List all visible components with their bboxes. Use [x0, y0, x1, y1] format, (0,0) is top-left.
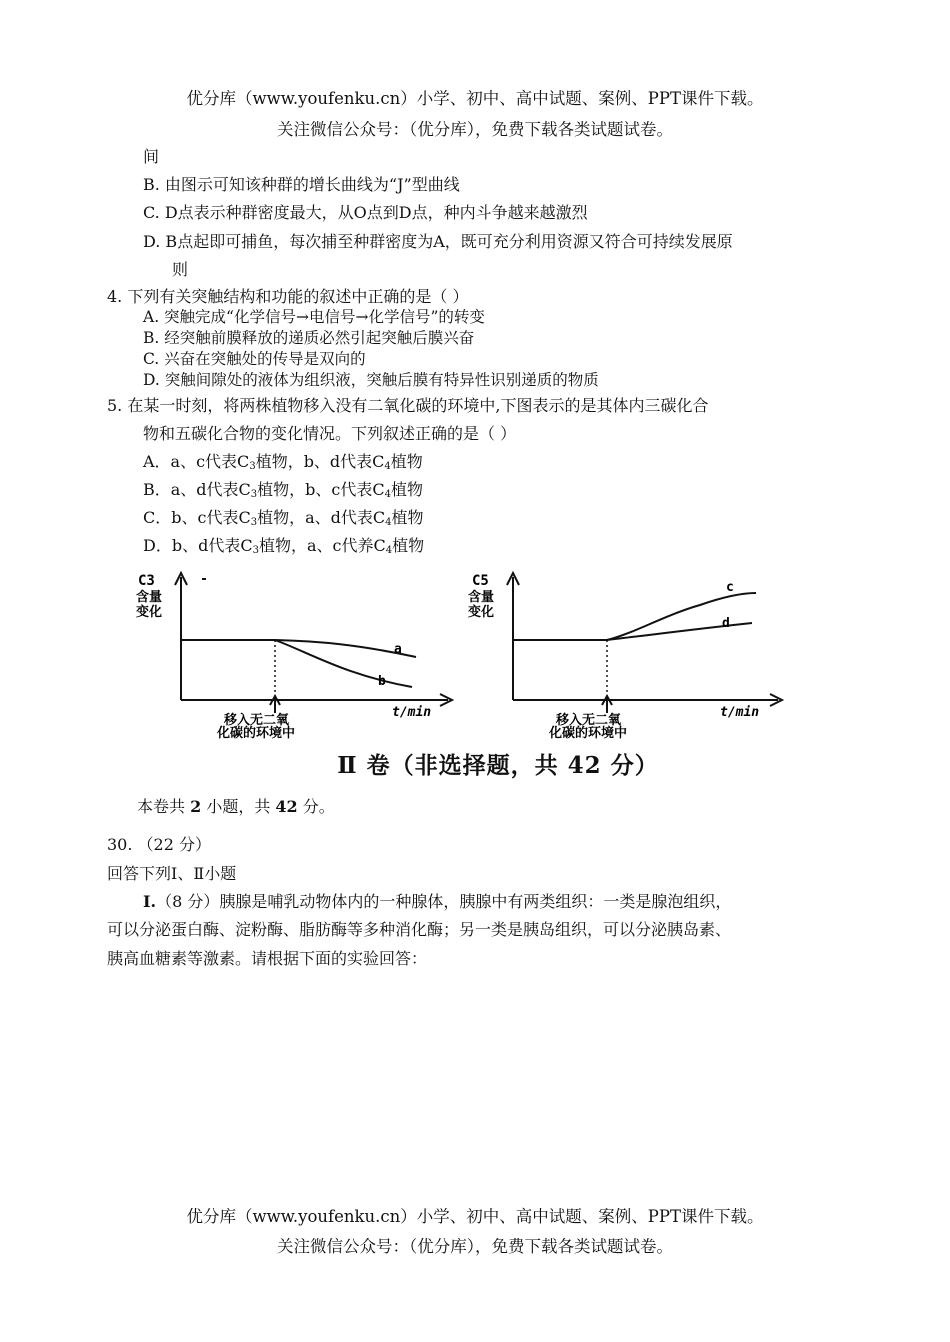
q4-stem: 4. 下列有关突触结构和功能的叙述中正确的是（ ）	[107, 287, 469, 306]
left-ylabel-line1: 含量	[136, 590, 163, 605]
q5-option-c: C．b、c代表$C_3$植物，a、d代表$C_4$植物	[143, 508, 424, 528]
curve-a-label: a	[394, 642, 402, 657]
q3-option-a-tail: 间	[143, 147, 160, 166]
q5-stem-line2: 物和五碳化合物的变化情况。下列叙述正确的是（ ）	[143, 424, 517, 443]
right-arrow-label-2: 化碳的环境中	[549, 726, 628, 741]
curve-b-label: b	[378, 674, 386, 689]
q3-option-c: C. D点表示种群密度最大，从O点到D点，种内斗争越来越激烈	[143, 203, 588, 222]
left-xlabel: t/min	[392, 705, 432, 720]
left-arrow-label-1: 移入无二氧	[224, 713, 290, 728]
right-ylabel-line1: 含量	[468, 590, 495, 605]
q5-option-d: D．b、d代表$C_3$植物，a、c代养$C_4$植物	[143, 536, 425, 556]
q30-number: 30. （22 分）	[107, 835, 211, 854]
curve-c-line	[607, 593, 756, 640]
right-arrow-label-1: 移入无二氧	[556, 713, 622, 728]
q30-part1-line3: 胰高血糖素等激素。请根据下面的实验回答：	[107, 949, 428, 968]
curve-d-label: d	[722, 616, 730, 631]
q4-option-c: C. 兴奋在突触处的传导是双向的	[143, 350, 366, 368]
q30-lead: 回答下列Ⅰ、Ⅱ小题	[107, 864, 237, 883]
right-ylabel-c5: C5	[472, 573, 489, 589]
q3-option-d-line2: 则	[172, 260, 189, 279]
q30-part1-line2: 可以分泌蛋白酶、淀粉酶、脂肪酶等多种消化酶；另一类是胰岛组织，可以分泌胰岛素、	[107, 920, 732, 939]
footer-line-1: 优分库（www.youfenku.cn）小学、初中、高中试题、案例、PPT课件下载。	[186, 1207, 764, 1226]
right-ylabel-line2: 变化	[468, 605, 495, 620]
q3-option-b: B. 由图示可知该种群的增长曲线为“J”型曲线	[143, 175, 460, 194]
q5-stem-line1: 5. 在某一时刻，将两株植物移入没有二氧化碳的环境中,下图表示的是其体内三碳化合	[107, 396, 709, 415]
right-xlabel: t/min	[720, 705, 760, 720]
q5-figure	[120, 565, 800, 745]
q3-option-d-line1: D. B点起即可捕鱼，每次捕至种群密度为A，既可充分利用资源又符合可持续发展原	[143, 232, 733, 251]
section-2-intro: 本卷共 2 小题，共 42 分。	[137, 797, 335, 816]
q4-option-b: B. 经突触前膜释放的递质必然引起突触后膜兴奋	[143, 329, 475, 347]
q5-option-b: B．a、d代表$C_3$植物，b、c代表$C_4$植物	[143, 480, 424, 500]
header-line-2: 关注微信公众号：（优分库），免费下载各类试题试卷。	[277, 120, 673, 139]
q5-option-a: A．a、c代表$C_3$植物，b、d代表$C_4$植物	[143, 452, 423, 472]
curve-d-line	[607, 623, 752, 640]
left-ylabel-c3: C3	[138, 573, 155, 589]
left-ylabel-line2: 变化	[136, 605, 163, 620]
q30-part1-line1: I.（8 分）胰腺是哺乳动物体内的一种腺体，胰腺中有两类组织：一类是腺泡组织，	[143, 892, 732, 911]
footer-line-2: 关注微信公众号：（优分库），免费下载各类试题试卷。	[277, 1237, 673, 1256]
curve-c-label: c	[726, 580, 734, 595]
curve-b-line	[275, 640, 412, 687]
q4-option-a: A. 突触完成“化学信号→电信号→化学信号”的转变	[143, 308, 485, 326]
section-2-title: Ⅱ 卷（非选择题，共 42 分）	[337, 752, 659, 779]
q4-option-d: D. 突触间隙处的液体为组织液，突触后膜有特异性识别递质的物质	[143, 371, 599, 389]
left-arrow-label-2: 化碳的环境中	[217, 726, 296, 741]
header-line-1: 优分库（www.youfenku.cn）小学、初中、高中试题、案例、PPT课件下载。	[186, 89, 764, 108]
